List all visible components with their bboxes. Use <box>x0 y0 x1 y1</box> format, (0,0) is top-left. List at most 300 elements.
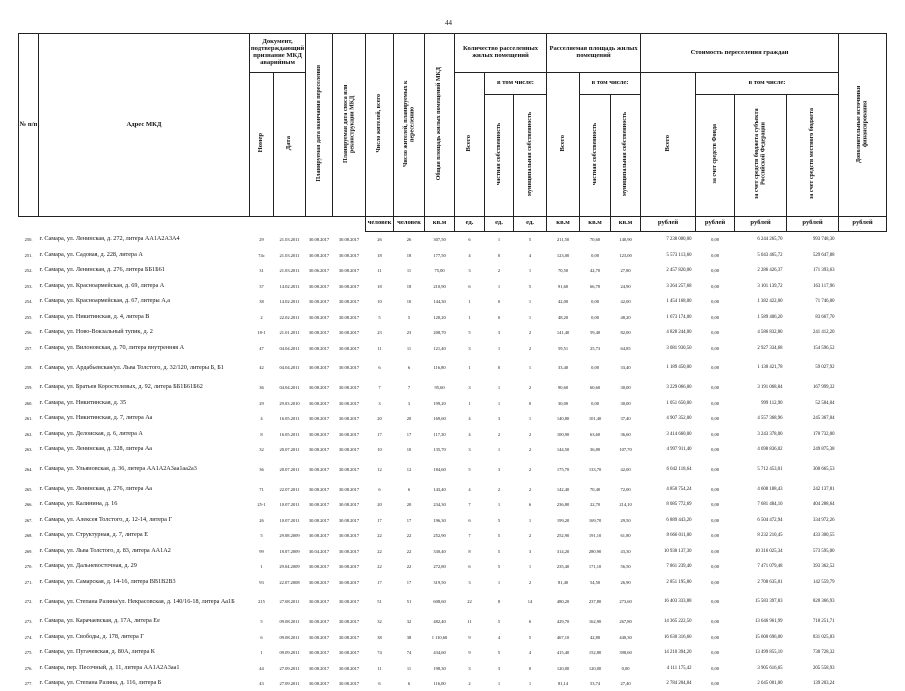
cell-c_reg: 7 681 484,10 <box>757 502 783 508</box>
cell-extra <box>839 614 887 630</box>
cell-r_pr: 2 <box>497 431 501 437</box>
cell-a_pr: 60,60 <box>589 385 601 391</box>
col-planned-demolition-header: Планируемая дата сноса или реконструкции МКД <box>333 34 366 217</box>
resettlement-table <box>18 33 887 691</box>
cell-demo: 30.08.2017 <box>338 502 360 508</box>
cell-r_tot: 3 <box>468 385 471 391</box>
cell-r_pr: 1 <box>497 579 501 585</box>
cell-c_fund: 0,00 <box>711 548 719 554</box>
cell-c_fund: 0,00 <box>711 650 719 656</box>
cell-a_mu: 123,00 <box>619 252 632 258</box>
cell-n: 254. <box>24 299 33 305</box>
cell-c_loc: 404 288,64 <box>812 502 835 508</box>
cell-extra <box>839 395 887 411</box>
cell-a_mu: 26,90 <box>620 579 631 585</box>
table-row <box>19 356 887 380</box>
cell-r_tot: 2 <box>468 681 471 687</box>
cell-r_mu: 2 <box>528 345 532 351</box>
cell-r_pr: 5 <box>497 619 501 625</box>
cell-addr: г. Самара, ул. Братьев Коростелевых, д. 92, литера ББ1Б61Б62 <box>39 383 203 391</box>
cell-c_reg: 4 698 836,02 <box>757 447 783 453</box>
cell-r_tot: 1 <box>468 365 471 371</box>
cell-area: 143,40 <box>433 486 446 492</box>
cell-c_fund: 0,00 <box>711 400 719 406</box>
cell-c_loc: 71 746,00 <box>815 299 835 305</box>
cell-extra <box>839 247 887 263</box>
cell-date: 14.02.2011 <box>279 283 300 289</box>
cell-a_tot: 30,00 <box>557 400 569 406</box>
cell-c_tot: 1 189 450,00 <box>666 365 692 371</box>
cell-a_pr: 237,80 <box>588 599 602 605</box>
cell-doc: 43 <box>259 681 264 687</box>
cell-c_loc: 573 595,00 <box>812 548 835 554</box>
cell-date: 09.09.2011 <box>279 650 300 656</box>
cell-c_reg: 13 646 961,99 <box>754 619 783 625</box>
cell-addr: г. Самара, ул. Степана Разина/ул. Некрасовская, д. 140/16-18, литера Аа1Б <box>39 597 235 605</box>
cell-a_pr: 162,90 <box>588 619 602 625</box>
cell-a_mu: 440,30 <box>619 634 632 640</box>
col-area-total-header: Всего <box>547 73 580 217</box>
cell-a_tot: 42,00 <box>557 299 569 305</box>
cell-extra <box>839 528 887 544</box>
cell-r_mu: 2 <box>528 330 532 336</box>
table-row <box>19 559 887 575</box>
cell-c_reg: 1 589 406,20 <box>757 314 783 320</box>
cell-extra <box>839 340 887 356</box>
cell-c_tot: 4 850 754,24 <box>666 486 692 492</box>
cell-area: 330,40 <box>433 548 446 554</box>
cell-a_tot: 140,80 <box>556 416 570 422</box>
cell-doc: 18-1 <box>257 330 266 336</box>
table-row <box>19 481 887 497</box>
cell-a_mu: 140,90 <box>619 237 632 243</box>
cell-area: 75,00 <box>434 268 445 274</box>
cell-r_pr: 3 <box>497 466 501 472</box>
cell-a_pr: 70,60 <box>589 237 601 243</box>
cell-plan: 51 <box>406 599 412 605</box>
unit-cell: кв.м <box>547 216 580 231</box>
cell-area: 482,40 <box>433 619 446 625</box>
col-cost-region-header: за счет средств бюджета субъекта Российской Федерации <box>735 95 787 217</box>
cell-date: 22.02.2011 <box>279 314 300 320</box>
cell-plan: 22 <box>406 548 412 554</box>
cell-end: 30.08.2017 <box>308 564 330 570</box>
cell-c_reg: 3 243 378,00 <box>757 431 783 437</box>
cell-c_fund: 0,00 <box>711 486 719 492</box>
cell-r_pr: 2 <box>497 268 501 274</box>
col-area-private-header: частная собственность <box>580 95 611 217</box>
cell-c_tot: 4 997 911,40 <box>666 447 692 453</box>
cell-doc: 8 <box>260 431 263 437</box>
cell-c_fund: 0,00 <box>711 665 719 671</box>
cell-c_tot: 14 365 222,50 <box>663 619 692 625</box>
cell-area: 210,90 <box>433 283 446 289</box>
cell-area: 184,60 <box>433 466 446 472</box>
cell-r_tot: 6 <box>468 237 471 243</box>
cell-addr: г. Самара, ул. Никитинская, д. 4, литера В <box>39 312 150 320</box>
cell-doc: 32 <box>259 447 264 453</box>
cell-end: 30.08.2017 <box>308 634 330 640</box>
cell-a_tot: 415,40 <box>556 650 570 656</box>
cell-date: 14.02.2011 <box>279 299 300 305</box>
cell-n: 265. <box>24 486 33 492</box>
cell-r_pr: 1 <box>497 447 501 453</box>
cell-c_fund: 0,00 <box>711 237 719 243</box>
cell-plan: 20 <box>406 416 412 422</box>
cell-r_pr: 3 <box>497 416 501 422</box>
cell-date: 16.05.2011 <box>279 431 300 437</box>
cell-area: 120,20 <box>433 314 446 320</box>
cell-c_loc: 993 748,30 <box>812 237 835 243</box>
cell-a_pr: 70,40 <box>589 486 601 492</box>
cell-c_loc: 300 665,53 <box>812 466 835 472</box>
cell-a_pr: 66,70 <box>589 283 601 289</box>
cell-c_reg: 999 112,90 <box>761 400 783 406</box>
cell-a_mu: 24,90 <box>620 283 631 289</box>
cell-doc: 1 <box>260 650 263 656</box>
cell-doc: 44 <box>259 665 264 671</box>
cell-n: 277. <box>24 681 33 687</box>
cell-demo: 30.08.2017 <box>338 548 360 554</box>
cell-addr: г. Самара, ул. Пугачевская, д. 80А, литера К <box>39 648 155 656</box>
cell-a_tot: 142,40 <box>556 486 570 492</box>
cell-n: 272. <box>24 599 33 605</box>
table-row <box>19 590 887 614</box>
cell-plan: 7 <box>407 385 411 391</box>
cell-doc: 71 <box>259 486 264 492</box>
cell-date: 10.07.2011 <box>279 502 300 508</box>
cell-a_pr: 0,00 <box>591 314 599 320</box>
cell-a_pr: 0,00 <box>591 365 599 371</box>
cell-res: 10 <box>377 447 382 453</box>
cell-extra <box>839 278 887 294</box>
cell-a_tot: 480,20 <box>556 599 570 605</box>
cell-date: 22.07.2011 <box>279 486 300 492</box>
cell-area: 116,80 <box>433 365 446 371</box>
cell-r_tot: 9 <box>468 650 471 656</box>
cell-c_tot: 10 930 137,30 <box>663 548 692 554</box>
cell-doc: 37 <box>259 283 264 289</box>
table-row <box>19 395 887 411</box>
col-area-incl-header: в том числе: <box>580 73 641 95</box>
cell-extra <box>839 294 887 310</box>
cell-n: 271. <box>24 579 33 585</box>
cell-r_pr: 8 <box>497 599 501 605</box>
cell-n: 261. <box>24 416 33 422</box>
cell-plan: 10 <box>406 299 412 305</box>
cell-area: 208,70 <box>433 330 446 336</box>
cell-res: 74 <box>377 650 382 656</box>
cell-plan: 22 <box>406 533 412 539</box>
col-rooms-incl-header: в том числе: <box>485 73 547 95</box>
cell-end: 30.08.2017 <box>308 517 330 523</box>
cell-c_tot: 8 085 772,69 <box>666 502 692 508</box>
cell-extra <box>839 574 887 590</box>
cell-demo: 30.08.2017 <box>338 466 360 472</box>
cell-a_tot: 90,60 <box>557 385 569 391</box>
cell-demo: 30.08.2017 <box>338 447 360 453</box>
cell-end: 30.08.2017 <box>308 502 330 508</box>
cell-c_tot: 7 861 239,40 <box>666 564 692 570</box>
table-row <box>19 512 887 528</box>
unit-cell: человек <box>366 216 394 231</box>
cell-res: 12 <box>377 466 382 472</box>
cell-doc: 26 <box>259 517 264 523</box>
cell-a_tot: 70,50 <box>557 268 569 274</box>
cell-doc: 6 <box>260 634 263 640</box>
cell-r_mu: 4 <box>528 252 532 258</box>
cell-c_fund: 0,00 <box>711 599 719 605</box>
cell-doc: 36 <box>259 466 264 472</box>
cell-n: 252. <box>24 268 33 274</box>
cell-res: 22 <box>377 533 382 539</box>
table-row <box>19 457 887 481</box>
cell-c_loc: 170 732,00 <box>812 431 835 437</box>
cell-c_loc: 242 137,81 <box>812 486 835 492</box>
cell-a_pr: 42,80 <box>589 634 601 640</box>
cell-r_mu: 2 <box>528 447 532 453</box>
cell-res: 10 <box>377 299 382 305</box>
cell-area: 116,00 <box>433 681 446 687</box>
cell-addr: г. Самара, ул. Калинина, д. 16 <box>39 500 118 508</box>
cell-c_tot: 8 666 011,00 <box>666 533 692 539</box>
cell-plan: 11 <box>406 665 412 671</box>
cell-extra <box>839 426 887 442</box>
cell-r_mu: 2 <box>528 486 532 492</box>
cell-r_pr: 3 <box>497 665 501 671</box>
cell-c_fund: 0,00 <box>711 268 719 274</box>
cell-n: 268. <box>24 533 33 539</box>
cell-end: 30.08.2017 <box>308 466 330 472</box>
cell-demo: 30.08.2017 <box>338 330 360 336</box>
cell-r_pr: 0 <box>497 252 501 258</box>
cell-extra <box>839 590 887 614</box>
cell-date: 04.04.2011 <box>279 365 300 371</box>
cell-c_reg: 10 316 025,34 <box>754 548 783 554</box>
cell-addr: г. Самара, ул. Никитинская, д. 35 <box>39 398 127 406</box>
cell-date: 16.05.2011 <box>279 416 300 422</box>
cell-r_mu: 5 <box>528 283 532 289</box>
cell-r_tot: 3 <box>468 579 471 585</box>
cell-r_tot: 6 <box>468 283 471 289</box>
unit-cell: ед. <box>455 216 485 231</box>
cell-a_mu: 267,80 <box>619 619 632 625</box>
cell-c_fund: 0,00 <box>711 533 719 539</box>
cell-c_tot: 7 238 000,00 <box>666 237 692 243</box>
cell-a_tot: 314,20 <box>556 548 570 554</box>
cell-a_tot: 141,40 <box>556 330 570 336</box>
unit-cell: рублей <box>735 216 787 231</box>
cell-extra <box>839 481 887 497</box>
unit-cell: ед. <box>514 216 547 231</box>
cell-end: 30.08.2017 <box>308 330 330 336</box>
cell-c_fund: 0,00 <box>711 681 719 687</box>
cell-addr: г. Самара, ул. Структурная, д. 7, литера Е <box>39 531 148 539</box>
cell-r_tot: 4 <box>468 416 471 422</box>
cell-r_tot: 3 <box>468 345 471 351</box>
cell-res: 3 <box>378 400 381 406</box>
cell-a_tot: 33,40 <box>557 365 569 371</box>
cell-area: 252,90 <box>433 533 446 539</box>
cell-area: 272,80 <box>433 564 446 570</box>
cell-date: 29.03.2010 <box>279 400 300 406</box>
cell-res: 7 <box>378 385 381 391</box>
cell-res: 26 <box>377 237 382 243</box>
cell-a_mu: 56,50 <box>620 564 631 570</box>
cell-demo: 30.08.2017 <box>338 252 360 258</box>
cell-c_loc: 718 251,71 <box>812 619 835 625</box>
unit-cell: рублей <box>696 216 735 231</box>
cell-r_tot: 11 <box>467 619 472 625</box>
cell-c_tot: 14 210 394,20 <box>663 650 692 656</box>
cell-demo: 30.08.2017 <box>338 400 360 406</box>
cell-r_tot: 3 <box>468 268 471 274</box>
cell-addr: г. Самара, ул. Делоиская, д. 6, литера А <box>39 429 143 437</box>
cell-area: 95,60 <box>434 385 445 391</box>
cell-r_mu: 2 <box>528 431 532 437</box>
cell-c_loc: 205 558,93 <box>812 665 835 671</box>
cell-extra <box>839 660 887 676</box>
cell-c_reg: 4 557 368,96 <box>757 416 783 422</box>
cell-extra <box>839 356 887 380</box>
cell-n: 257. <box>24 345 33 351</box>
cell-c_tot: 6 042 118,64 <box>666 466 692 472</box>
cell-r_pr: 0 <box>497 365 501 371</box>
cell-a_mu: 30,00 <box>620 385 631 391</box>
cell-doc: 29 <box>259 236 264 242</box>
cell-addr: г. Самара, ул. Вилоновская, д. 70, литера внутренняя А <box>39 343 185 351</box>
table-row <box>19 278 887 294</box>
cell-c_reg: 15 583 397,83 <box>754 599 783 605</box>
cell-n: 256. <box>24 330 33 336</box>
cell-a_pr: 0,00 <box>591 252 599 258</box>
col-area-municipal-header: муниципальная собственность <box>611 95 641 217</box>
cell-date: 21.01.2011 <box>279 330 300 336</box>
cell-end: 30.08.2017 <box>308 650 330 656</box>
cell-end: 30.08.2017 <box>308 619 330 625</box>
cell-demo: 30.08.2017 <box>338 314 360 320</box>
cell-date: 21.03.2011 <box>279 268 300 274</box>
cell-n: 253. <box>24 283 33 289</box>
cell-a_pr: 42,70 <box>589 268 601 274</box>
cell-res: 11 <box>377 665 382 671</box>
table-row <box>19 294 887 310</box>
cell-a_pr: 171,10 <box>588 564 602 570</box>
cell-c_reg: 15 600 696,00 <box>754 634 783 640</box>
cell-r_tot: 5 <box>468 466 471 472</box>
cell-plan: 3 <box>407 400 411 406</box>
cell-a_tot: 120,00 <box>556 665 570 671</box>
cell-end: 30.08.2017 <box>308 579 330 585</box>
cell-n: 250. <box>24 236 33 242</box>
cell-area: 434,60 <box>433 650 446 656</box>
cell-r_tot: 3 <box>468 447 471 453</box>
cell-r_mu: 6 <box>528 502 532 508</box>
cell-plan: 6 <box>407 486 411 492</box>
cell-r_pr: 1 <box>497 237 501 243</box>
cell-a_tot: 59,51 <box>557 345 569 351</box>
cell-n: 255. <box>24 314 33 320</box>
cell-a_pr: 25,73 <box>589 345 601 351</box>
cell-res: 18 <box>377 252 382 258</box>
col-cost-fund-header: за счет средств Фонда <box>696 95 735 217</box>
cell-doc: 99 <box>259 548 264 554</box>
cell-area: 198,30 <box>433 665 446 671</box>
cell-addr: г. Самара, ул. Ленинская, д. 328, литера Аа <box>39 445 153 453</box>
col-num-header: № п/п <box>19 34 39 217</box>
cell-area: 199,20 <box>433 400 446 406</box>
cell-plan: 22 <box>406 564 412 570</box>
cell-r_mu: 1 <box>528 681 532 687</box>
cell-addr: г. Самара, ул. Ленинская, д. 276, литера ББ1Б61 <box>39 266 165 274</box>
cell-a_mu: 0,00 <box>621 665 630 671</box>
unit-cell: человек <box>394 216 425 231</box>
cell-end: 30.04.2017 <box>308 548 330 554</box>
cell-a_mu: 30,00 <box>620 400 631 406</box>
cell-n: 275. <box>24 650 33 656</box>
cell-demo: 30.08.2017 <box>338 517 360 523</box>
cell-c_fund: 0,00 <box>711 447 719 453</box>
cell-c_loc: 529 647,88 <box>812 252 835 258</box>
cell-doc: 1 <box>260 564 263 570</box>
page-number: 44 <box>445 19 452 27</box>
cell-a_mu: 43,30 <box>620 548 631 554</box>
cell-c_loc: 831 025,83 <box>812 634 835 640</box>
cell-c_fund: 0,00 <box>711 365 719 371</box>
cell-extra <box>839 231 887 247</box>
cell-a_tot: 91,60 <box>557 283 569 289</box>
cell-c_reg: 4 608 188,43 <box>757 486 783 492</box>
cell-r_pr: 5 <box>497 650 501 656</box>
cell-area: 307,50 <box>433 237 446 243</box>
cell-a_tot: 235,40 <box>556 564 570 570</box>
cell-c_fund: 0,00 <box>711 314 719 320</box>
cell-end: 30.08.2017 <box>308 533 330 539</box>
cell-extra <box>839 325 887 341</box>
cell-c_reg: 6 504 472,94 <box>757 517 783 523</box>
cell-a_pr: 59,40 <box>589 330 601 336</box>
cell-demo: 30.08.2017 <box>338 579 360 585</box>
cell-r_tot: 1 <box>468 400 471 406</box>
cell-plan: 11 <box>406 268 412 274</box>
cell-area: 234,30 <box>433 502 446 508</box>
cell-a_mu: 72,00 <box>620 486 631 492</box>
cell-r_pr: 1 <box>497 345 501 351</box>
cell-r_pr: 0 <box>497 299 501 305</box>
cell-area: 169,60 <box>433 416 446 422</box>
cell-demo: 30.08.2017 <box>338 299 360 305</box>
cell-addr: г. Самара, ул. Красноармейская, д. 69, литера А <box>39 281 165 289</box>
cell-r_pr: 5 <box>497 533 501 539</box>
cell-addr: г. Самара, ул. Ульяновская, д. 36, литера АА1А2А3аа1аа2а3 <box>39 465 197 473</box>
cell-c_tot: 1 454 168,00 <box>666 299 692 305</box>
cell-a_tot: 175,70 <box>556 466 570 472</box>
cell-addr: г. Самара, ул. Ардабьевская/ул. Льва Толстого, д. 32/120, литеры Б, Б1 <box>39 363 224 371</box>
cell-addr: г. Самара, ул. Красноармейская, д. 67, литеры А,а <box>39 297 170 305</box>
cell-c_reg: 3 101 139,72 <box>757 283 783 289</box>
cell-demo: 30.08.2017 <box>338 650 360 656</box>
cell-n: 264. <box>24 466 33 472</box>
cell-r_tot: 4 <box>468 252 471 258</box>
cell-r_tot: 22 <box>467 599 472 605</box>
cell-c_tot: 3 229 066,00 <box>666 385 692 391</box>
cell-a_tot: 48,20 <box>557 314 569 320</box>
cell-plan: 38 <box>406 634 412 640</box>
cell-c_tot: 3 414 660,00 <box>666 431 692 437</box>
col-extra-sources-header: Дополнительные источники финансирования <box>839 34 887 217</box>
cell-c_fund: 0,00 <box>711 431 719 437</box>
cell-a_pr: 53,74 <box>589 681 601 687</box>
